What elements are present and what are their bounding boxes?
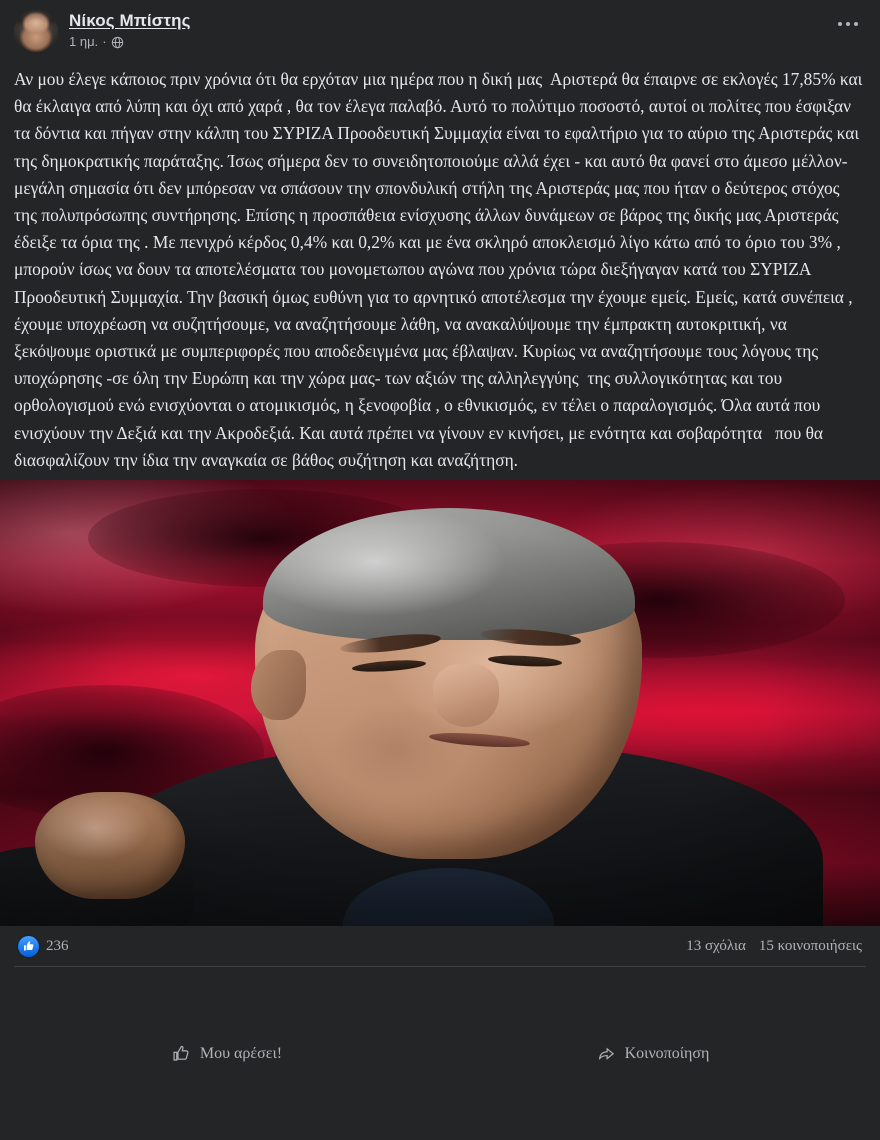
reactions-summary[interactable] (18, 936, 69, 957)
post-body (0, 62, 880, 480)
avatar[interactable] (14, 10, 58, 54)
eye-left (352, 658, 426, 674)
author-name[interactable]: Νίκος Μπίστης (69, 11, 191, 30)
raised-fist (35, 792, 185, 899)
more-options-icon[interactable] (834, 18, 862, 30)
dot-3 (854, 22, 858, 26)
avatar-vignette (14, 10, 58, 54)
post-timestamp[interactable]: 1 ημ. (69, 34, 99, 49)
dot-1 (838, 22, 842, 26)
share-arrow-icon (597, 1044, 616, 1063)
ear (251, 650, 305, 720)
thumbs-up-filled-icon (18, 936, 39, 957)
like-button-label: Μου αρέσει! (199, 1044, 283, 1062)
eye-right (487, 654, 561, 668)
post-actions-row (0, 967, 880, 1140)
post-photo[interactable] (0, 480, 880, 926)
photo-subject-person (229, 493, 669, 926)
shares-count[interactable]: 15 κοινοποιήσεις (758, 937, 862, 954)
head (255, 511, 642, 859)
post-header-meta (69, 8, 191, 50)
counts-right-group (686, 938, 862, 955)
post-header (0, 0, 880, 62)
meta-separator: · (102, 34, 107, 49)
reaction-count: 236 (46, 937, 69, 954)
post-counts-row (0, 926, 880, 966)
hair (263, 508, 635, 640)
share-button-label: Κοινοποίηση (624, 1044, 710, 1062)
cheek-shading (333, 703, 465, 793)
globe-icon[interactable] (111, 36, 124, 49)
post-meta-row (69, 34, 191, 50)
thumbs-up-outline-icon (172, 1044, 191, 1063)
comments-count[interactable]: 13 σχόλια (686, 937, 746, 954)
share-button[interactable] (440, 1033, 866, 1075)
dot-2 (846, 22, 850, 26)
post-message-text: Αν μου έλεγε κάποιος πριν χρόνια ότι θα ερχόταν μια ημέρα που η δική μας Αριστερά θα έπαιρνε σε εκλογές 17,85% και θα έκλαιγα από λύπη και όχι από χαρά , θα τον έλεγα παλαβό. Αυτό το πολύτιμο ποσοστό, αυτοί οι πολίτες που έσφιξαν τα δόντια και πήγαν στην κάλπη του ΣΥΡΙΖΑ Προοδευτική Συμμαχία είναι το εφαλτήριο για το αύριο της Αριστεράς και της δημοκρατικής παράταξης. Ίσως σήμερα δεν το συνειδητοποιούμε αλλά έχει - και αυτό θα φανεί στο άμεσο μέλλον- μεγάλη σημασία ότι δεν μπόρεσαν να σπάσουν την σπονδυλική στήλη της Αριστεράς μας που ήταν ο δεύτερος στόχος της πολυπρόσωπης συντήρησης. Επίσης η προσπάθεια ενίσχυσης άλλων δυνάμεων σε βάρος της δικής μας Αριστεράς έδειξε τα όρια της . Με πενιχρό κέρδος 0,4% και 0,2% και με ένα σκληρό αποκλεισμό λίγο κάτω από το όριο του 3% , μπορούν ίσως να δουν τα αποτελέσματα του μονομετωπου αγώνα που χρόνια τώρα διεξήγαγαν κατά του ΣΥΡΙΖΑ Προοδευτική Συμμαχία. Την βασική όμως ευθύνη για το αρνητικό αποτέλεσμα την έχουμε εμείς. Εμείς, κατά συνέπεια , έχουμε υποχρέωση να συζητήσουμε, να αναζητήσουμε λάθη, να ανακαλύψουμε την έμπρακτη αυτοκριτική, να ξεκόψουμε οριστικά με συμπεριφορές που αποδεδειγμένα μας έβλαψαν. Κυρίως να αναζητήσουμε τους λόγους της υποχώρησης -σε όλη την Ευρώπη και την χώρα μας- των αξιών της αλληλεγγύης της συλλογικότητας και του ορθολογισμού ενώ ενισχύονται ο ατομικισμός, η ξενοφοβία , ο εθνικισμός, εν τέλει ο παραλογισμός. Όλα αυτά που ενισχύουν την Δεξιά και την Ακροδεξιά. Και αυτά πρέπει να γίνουν εν κινήσει, με ενότητα και σοβαρότητα που θα διασφαλίζουν την ίδια την αναγκαία σε βάθος συζήτηση και αναζήτηση. (14, 69, 867, 470)
like-button[interactable] (14, 1033, 440, 1075)
